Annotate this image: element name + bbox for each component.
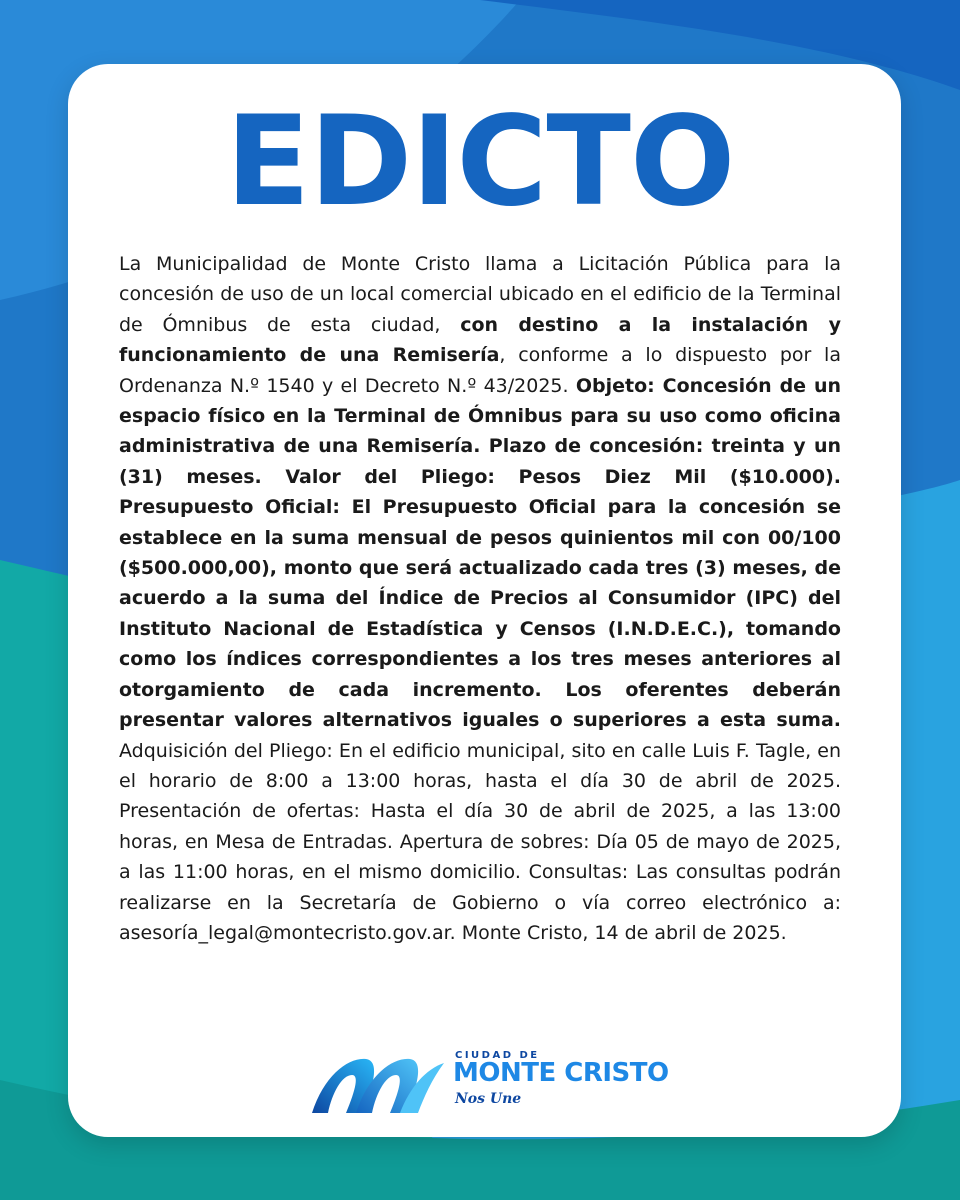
body-text-intro: La Municipalidad de Monte Cristo llama a Licitación Pública para la concesión de uso de un local comercial ubicado en el edificio de la Terminal de Ómnibus de esta ciudad, — [119, 253, 841, 336]
body-text-procedure: Adquisición del Pliego: En el edificio municipal, sito en calle Luis F. Tagle, en el horario de 8:00 a 13:00 horas, hasta el día 30 de abril de 2025. Presentación de ofertas: Hasta el día 30 de abril de 2025, a las 13:00 horas, en Mesa de Entradas. Apertura de sobres: Día 05 de mayo de 2025, a las 11:00 horas, en el mismo domicilio. Consultas: Las consultas podrán realizarse en la Secretaría de Gobierno o vía correo electrónico a: asesoría_legal@montecristo.gov.ar. Monte Cristo, 14 de abril de 2025. — [119, 739, 841, 944]
body-text-regulation: , conforme a lo dispuesto por la Ordenanza N.º 1540 y el Decreto N.º 43/2025. — [119, 344, 841, 397]
page-title: EDICTO — [225, 90, 735, 234]
body-text-purpose: con destino a la instalación y funcionamiento de una Remisería — [119, 313, 841, 367]
body-text-object-terms: Objeto: Concesión de un espacio físico en la Terminal de Ómnibus para su uso como oficina administrativa de una Remisería. Plazo de concesión: treinta y un (31) meses. Valor del Pliego: Pesos Diez Mil ($10.000). Presupuesto Oficial: El Presupuesto Oficial para la concesión se establece en la suma mensual de pesos quinientos mil con 00/100 ($500.000,00), monto que será actualizado cada tres (3) meses, de acuerdo a la suma del Índice de Precios al Consumidor (IPC) del Instituto Nacional de Estadística y Censos (I.N.D.E.C.), tomando como los índices correspondientes a los tres meses anteriores al otorgamiento de cada incremento. Los oferentes deberán presentar valores alternativos iguales o superiores a esta suma. — [119, 374, 842, 732]
monte-cristo-logo — [300, 1045, 670, 1120]
logo-tagline: Nos Une — [455, 1091, 522, 1107]
logo-main-text: MONTE CRISTO — [453, 1058, 669, 1088]
logo-top-text: CIUDAD DE — [455, 1050, 540, 1061]
logo-mark-icon — [304, 1045, 454, 1120]
edict-body — [119, 249, 841, 948]
